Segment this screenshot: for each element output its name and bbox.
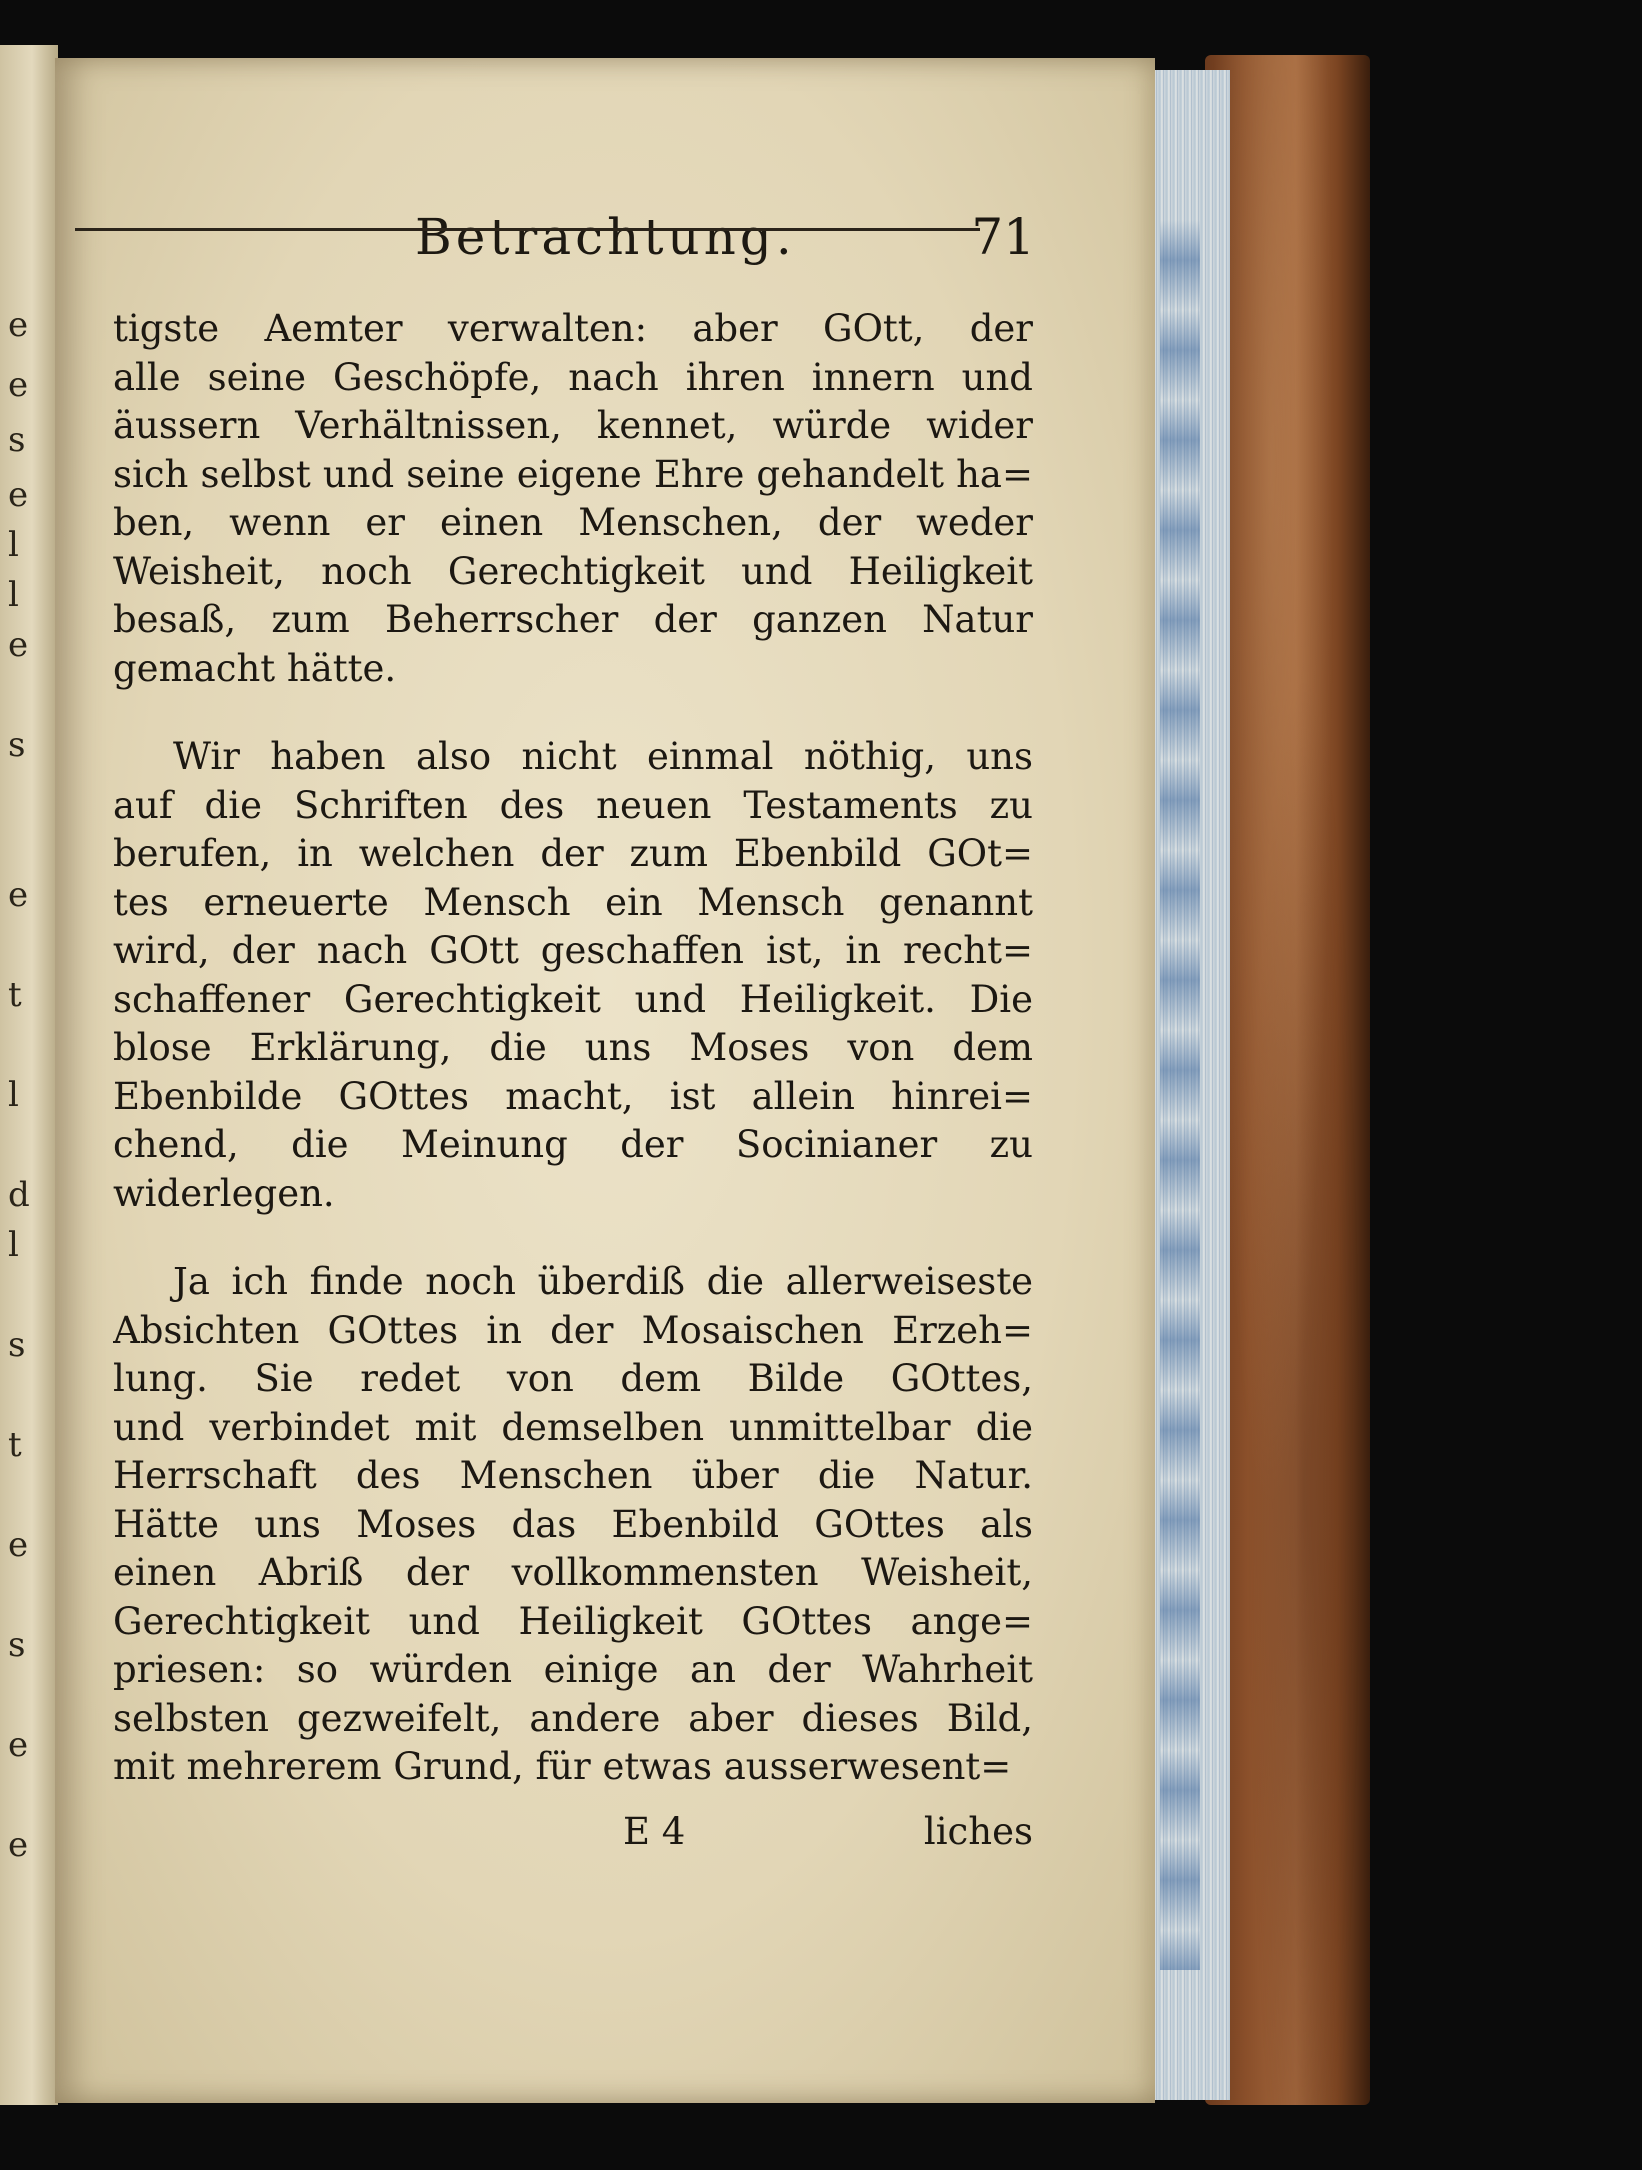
left-page-fragment: s: [8, 725, 26, 765]
left-page-edge: [0, 45, 58, 2105]
signature-mark: E 4: [623, 1810, 686, 1853]
left-page-fragment: l: [8, 525, 19, 565]
left-page-fragment: e: [8, 1725, 29, 1765]
text-line: tes erneuerte Mensch ein Mensch genannt: [113, 880, 1033, 924]
page-number: 71: [971, 208, 1035, 266]
left-page-fragment: l: [8, 1075, 19, 1115]
paragraph: [113, 305, 1033, 693]
left-page-fragment: d: [8, 1175, 30, 1215]
text-line: auf die Schriften des neuen Testaments zu: [113, 783, 1033, 827]
left-page-fragment: l: [8, 1225, 19, 1265]
text-line: widerlegen.: [113, 1171, 335, 1215]
text-line: Wir haben also nicht einmal nöthig, uns: [173, 735, 1033, 778]
left-page-fragment: e: [8, 365, 29, 405]
text-line: äussern Verhältnissen, kennet, würde wider: [113, 404, 1033, 447]
text-line: Gerechtigkeit und Heiligkeit GOttes ange=: [113, 1599, 1033, 1643]
text-line: Absichten GOttes in der Mosaischen Erzeh=: [113, 1308, 1033, 1352]
text-line: Hätte uns Moses das Ebenbild GOttes als: [113, 1502, 1033, 1546]
page-edges: [1150, 70, 1230, 2100]
left-page-fragment: e: [8, 305, 29, 345]
text-line: wird, der nach GOtt geschaffen ist, in recht=: [113, 929, 1033, 972]
paragraph-gap: [113, 1218, 1033, 1258]
text-line: lung. Sie redet von dem Bilde GOttes,: [113, 1357, 1033, 1400]
body-text: [113, 305, 1033, 1792]
text-line: berufen, in welchen der zum Ebenbild GOt=: [113, 832, 1033, 875]
left-page-fragment: s: [8, 420, 26, 460]
left-page-fragment: t: [8, 975, 22, 1015]
left-page-fragment: s: [8, 1625, 26, 1665]
text-line: sich selbst und seine eigene Ehre gehandelt ha=: [113, 452, 1033, 496]
text-line: Ebenbilde GOttes macht, ist allein hinrei=: [113, 1074, 1033, 1118]
left-page-fragment: e: [8, 475, 29, 515]
text-line: gemacht hätte.: [113, 646, 397, 690]
text-line: ben, wenn er einen Menschen, der weder: [113, 501, 1033, 544]
running-head: Betrachtung.: [415, 208, 796, 266]
text-line: Herrschaft des Menschen über die Natur.: [113, 1454, 1033, 1497]
left-page-fragment: e: [8, 1525, 29, 1565]
left-page-fragment: s: [8, 1325, 26, 1365]
paragraph: [113, 1258, 1033, 1792]
text-line: tigste Aemter verwalten: aber GOtt, der: [113, 307, 1033, 350]
text-line: Ja ich finde noch überdiß die allerweiseste: [173, 1260, 1033, 1303]
text-line: chend, die Meinung der Socinianer zu: [113, 1123, 1033, 1166]
paragraph-gap: [113, 693, 1033, 733]
text-line: priesen: so würden einige an der Wahrheit: [113, 1648, 1033, 1691]
page-footer: [113, 1810, 1033, 1860]
page-header: [125, 208, 1035, 288]
left-page-fragment: e: [8, 625, 29, 665]
catchword: liches: [923, 1810, 1033, 1853]
paragraph: [113, 733, 1033, 1218]
text-line: besaß, zum Beherrscher der ganzen Natur: [113, 598, 1033, 641]
left-page-fragment: l: [8, 575, 19, 615]
left-page-fragment: t: [8, 1425, 22, 1465]
text-line: alle seine Geschöpfe, nach ihren innern und: [113, 355, 1033, 399]
text-line: selbsten gezweifelt, andere aber dieses Bild,: [113, 1696, 1033, 1740]
left-page-fragment: e: [8, 1825, 29, 1865]
text-line: schaffener Gerechtigkeit und Heiligkeit. Die: [113, 977, 1033, 1021]
left-page-fragment: e: [8, 875, 29, 915]
text-line: mit mehrerem Grund, für etwas ausserwesent=: [113, 1745, 1012, 1788]
text-line: Weisheit, noch Gerechtigkeit und Heiligkeit: [113, 549, 1033, 593]
text-line: und verbindet mit demselben unmittelbar die: [113, 1405, 1033, 1449]
text-line: blose Erklärung, die uns Moses von dem: [113, 1026, 1033, 1069]
header-rule: [75, 228, 980, 231]
text-line: einen Abriß der vollkommensten Weisheit,: [113, 1551, 1033, 1594]
